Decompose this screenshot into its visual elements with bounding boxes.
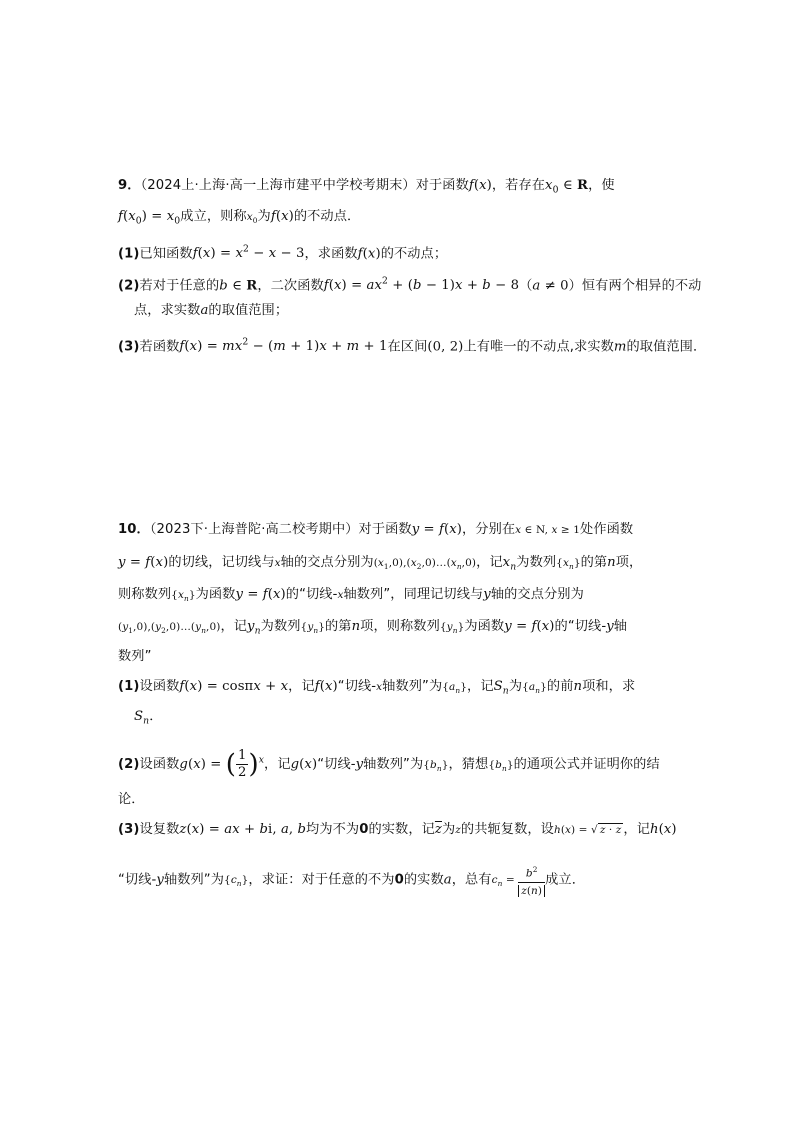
math: f(x) — [468, 178, 492, 193]
math: m — [613, 339, 627, 355]
text: 对于函数 — [358, 522, 412, 537]
math: $f(x) = mx^2 - (m + 1)x + m + 1$ — [179, 337, 388, 355]
math: $c_n$ = $\frac{b^2}{z(n)}$ — [492, 874, 546, 886]
text: 的取值范围． — [626, 339, 707, 355]
math: $S_n$ — [493, 679, 509, 697]
text: 上有唯一的不动点,求实数 — [463, 339, 614, 355]
math: $\{x_n\}$ — [556, 557, 581, 572]
math: f(x) = cosπx + x — [179, 679, 289, 694]
math: g(x) = ( $\frac{1}{2}$ )$^x$ — [179, 748, 265, 780]
math: y — [355, 757, 364, 772]
math: $\overline{z}$ — [434, 822, 442, 837]
text: 项， — [615, 555, 643, 570]
zero: 0 — [394, 872, 404, 888]
text: 的不动点． — [293, 209, 361, 224]
q10-part-3 — [118, 820, 677, 840]
math: y = f(x) — [235, 587, 286, 602]
math: z(x) = ax + bi, a, b — [179, 822, 307, 837]
math: (0, 2) — [427, 339, 464, 355]
text: “切线- — [317, 757, 356, 772]
math: $\{x_n\}$ — [171, 589, 196, 604]
math: x — [376, 681, 383, 693]
text: 成立，则称 — [180, 209, 247, 224]
text: “切线- — [337, 679, 377, 694]
math: y — [606, 619, 614, 634]
text: 轴数列”为 — [363, 757, 424, 772]
text: ，求函数 — [304, 246, 358, 262]
q10-part-3-cont — [118, 862, 585, 899]
text: 项，则称数列 — [360, 619, 440, 634]
q9-part-2-cont — [134, 301, 288, 321]
text: ，求证：对于任意的不为 — [248, 872, 395, 888]
q9-part-2 — [118, 272, 701, 296]
math: $x_n$ — [502, 555, 517, 573]
text: ，记 — [288, 679, 315, 694]
text: ，记 — [623, 822, 650, 837]
text: 对于函数 — [415, 178, 469, 193]
q10-source: （2023下·上海普陀·高二校考期中） — [149, 522, 359, 537]
text: 的切线，记切线与 — [168, 555, 275, 570]
text: 的实数，记 — [368, 822, 435, 837]
text: 为数列 — [260, 619, 301, 634]
math: $f(x_0) = x_0$ — [118, 209, 181, 227]
text: 的实数 — [403, 872, 444, 888]
text: 为 — [441, 822, 456, 837]
text: 项和，求 — [582, 679, 636, 694]
part-label: (3) — [118, 339, 140, 355]
text: 点，求实数 — [134, 303, 201, 318]
q9-source: （2024上·上海·高一上海市建平中学校考期末） — [140, 178, 416, 193]
math: a — [443, 872, 452, 888]
math: h(x) — [650, 822, 677, 837]
math: n — [607, 555, 616, 570]
text: 若对于任意的 — [139, 278, 220, 294]
math: z — [455, 824, 461, 836]
text: ． — [149, 709, 163, 724]
text: 的第 — [580, 555, 608, 570]
text: 轴数列”为 — [163, 872, 225, 888]
math: $\{a_n\}$ — [522, 681, 547, 696]
text: 的第 — [324, 619, 352, 634]
text: 若函数 — [139, 339, 180, 355]
math: $(x_1,0),(x_2,0)\dots(x_n,0)$ — [373, 557, 477, 572]
math: x — [337, 589, 344, 601]
math: $\{y_n\}$ — [300, 621, 325, 636]
math: n — [573, 679, 583, 694]
text: 则称数列 — [118, 587, 172, 602]
text: ，分别在 — [462, 522, 516, 537]
text: 均为不为 — [306, 822, 360, 837]
text: ）恒有两个相异的不动 — [568, 278, 702, 294]
text: 轴的交点分别为 — [280, 555, 374, 570]
text: （ — [519, 278, 533, 294]
math: $y_n$ — [247, 619, 261, 637]
q9-number: 9． — [118, 178, 141, 193]
text: 设函数 — [139, 757, 180, 772]
text: 处作函数 — [580, 522, 634, 537]
text: 为函数 — [195, 587, 236, 602]
q9-line-1 — [118, 176, 615, 201]
text: 设复数 — [139, 822, 180, 837]
text: ，记 — [220, 619, 248, 634]
text: 的共轭复数，设 — [460, 822, 554, 837]
math: x ∈ N, x ≥ 1 — [515, 524, 581, 536]
text: 的“切线- — [554, 619, 607, 634]
text: ，若存在 — [491, 178, 546, 193]
math: g(x) — [290, 757, 318, 772]
math: $x_0$ — [246, 211, 258, 226]
math: $(y_1,0),(y_2,0)\dots(y_n,0)$ — [118, 621, 221, 636]
text: 的前 — [546, 679, 574, 694]
math: y = f(x) — [504, 619, 555, 634]
math: n — [351, 619, 361, 634]
part-label: (1) — [118, 679, 140, 694]
text: 的通项公式并证明你的结 — [513, 757, 660, 772]
q10-line-4 — [118, 617, 627, 642]
text: 为函数 — [464, 619, 505, 634]
math: y = f(x) — [411, 522, 463, 537]
text: ，记 — [476, 555, 503, 570]
part-label: (2) — [118, 757, 140, 772]
text: “切线- — [118, 872, 157, 888]
q10-line-2 — [118, 553, 642, 578]
q9-part-1 — [118, 240, 447, 264]
text: 轴数列”为 — [382, 679, 443, 694]
text: 为 — [508, 679, 523, 694]
text: 的不动点； — [380, 246, 448, 262]
text: ，猜想 — [448, 757, 489, 772]
q9-part-3 — [118, 333, 706, 357]
text: 数列” — [118, 649, 152, 664]
math: f(x) — [270, 209, 294, 224]
math: $\{a_n\}$ — [442, 681, 468, 696]
text: 为 — [257, 209, 271, 224]
zero: 0 — [359, 822, 369, 837]
text: 已知函数 — [139, 246, 193, 262]
math: $\{y_n\}$ — [439, 621, 465, 636]
math: y = f(x) — [118, 555, 169, 570]
text: 轴数列”，同理记切线与 — [343, 587, 484, 602]
text: ，记 — [467, 679, 494, 694]
part-label: (1) — [118, 246, 140, 262]
math: $\{c_n\}$ — [224, 874, 249, 889]
text: ，使 — [588, 178, 615, 193]
q10-part-2 — [118, 748, 660, 781]
math: a ≠ 0 — [532, 278, 569, 294]
math: $\{b_n\}$ — [488, 759, 514, 774]
text: ，二次函数 — [257, 278, 324, 294]
q10-part-1-cont — [134, 707, 163, 732]
text: 为数列 — [516, 555, 557, 570]
math: $S_n$ — [134, 709, 150, 727]
math: y — [156, 872, 164, 888]
q10-number: 10． — [118, 522, 150, 537]
math: $f(x) = x^2 - x - 3$ — [192, 244, 305, 262]
text: 在区间 — [387, 339, 428, 355]
math: a — [200, 303, 209, 318]
math: f(x) — [357, 246, 381, 262]
math: x — [274, 557, 281, 569]
text: 论． — [118, 792, 145, 807]
text: 轴 — [613, 619, 628, 634]
text: ，记 — [264, 757, 291, 772]
q10-part-2-cont — [118, 790, 145, 810]
text: 的“切线- — [285, 587, 338, 602]
part-label: (2) — [118, 278, 140, 294]
text: 设函数 — [139, 679, 180, 694]
math: b ∈ R — [219, 278, 258, 294]
math: y — [483, 587, 491, 602]
math: $\{b_n\}$ — [423, 759, 449, 774]
math: $x_0$ ∈ R — [545, 178, 589, 196]
q9-line-2 — [118, 207, 360, 232]
math: f(x) — [314, 679, 338, 694]
math: $f(x) = ax^2 + (b - 1)x + b - 8$ — [323, 276, 520, 294]
text: 轴的交点分别为 — [490, 587, 584, 602]
q10-line-1 — [118, 520, 633, 540]
q10-part-1 — [118, 677, 635, 702]
q10-line-5 — [118, 647, 152, 667]
text: ，总有 — [451, 872, 492, 888]
text: 成立． — [545, 872, 585, 888]
q10-line-3 — [118, 585, 584, 609]
math: h(x) = √ $z \cdot \overline{z}$ — [553, 824, 622, 836]
text: 的取值范围； — [208, 303, 289, 318]
part-label: (3) — [118, 822, 140, 837]
